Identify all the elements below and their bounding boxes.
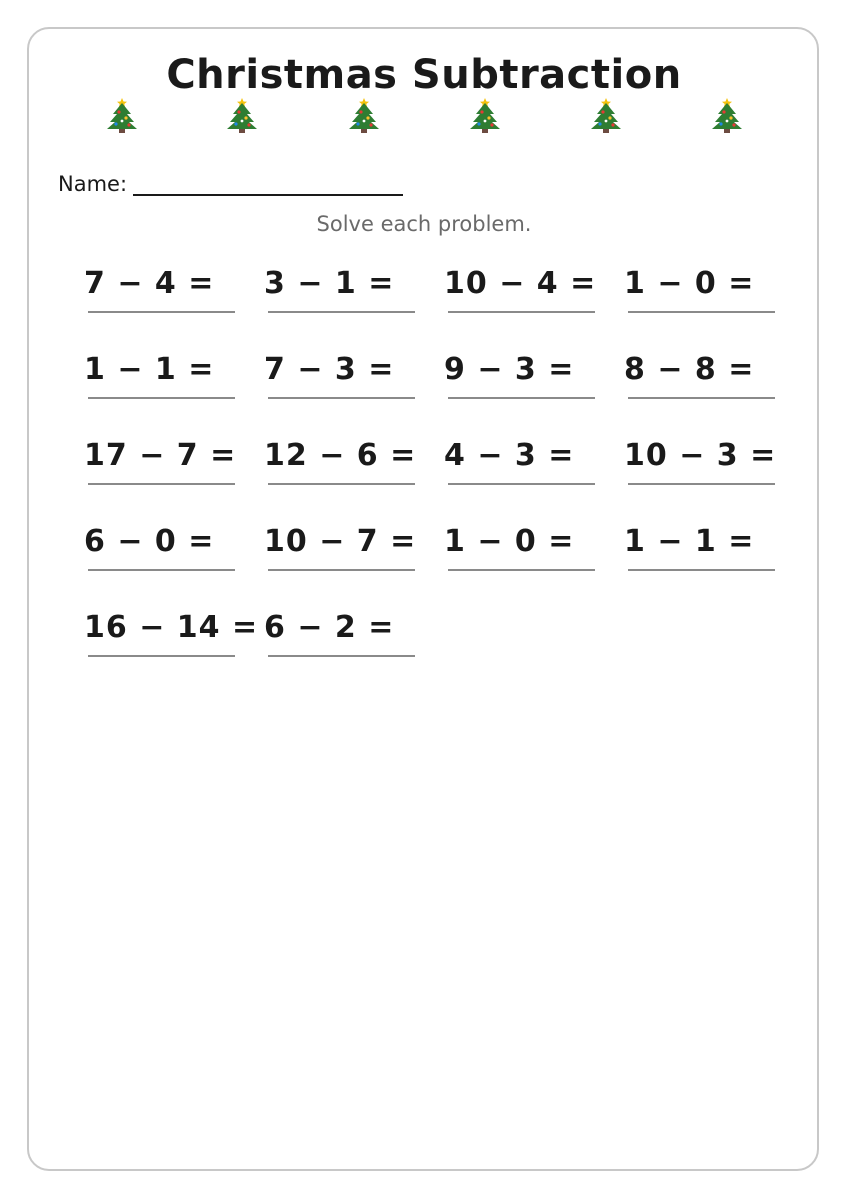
answer-line[interactable]: [268, 483, 415, 485]
subtraction-problem: [264, 438, 444, 524]
subtraction-problem: [84, 524, 264, 610]
problem-expression: 17 − 7 =: [84, 438, 237, 473]
christmas-tree-icon: [465, 94, 505, 134]
name-field[interactable]: [58, 172, 403, 196]
answer-line[interactable]: [268, 569, 415, 571]
answer-line[interactable]: [88, 397, 235, 399]
problem-expression: 7 − 3 =: [264, 352, 395, 387]
subtraction-problem: [84, 610, 264, 696]
answer-line[interactable]: [88, 655, 235, 657]
subtraction-problem: [84, 438, 264, 524]
subtraction-problem: [84, 266, 264, 352]
subtraction-problem: [264, 524, 444, 610]
problem-expression: 6 − 2 =: [264, 610, 395, 645]
christmas-tree-icon: [707, 94, 747, 134]
answer-line[interactable]: [268, 397, 415, 399]
worksheet-title: Christmas Subtraction: [166, 52, 682, 98]
problem-expression: 7 − 4 =: [84, 266, 215, 301]
answer-line[interactable]: [628, 311, 775, 313]
answer-line[interactable]: [268, 655, 415, 657]
subtraction-problem: [624, 266, 804, 352]
problem-expression: 10 − 3 =: [624, 438, 777, 473]
problem-expression: 12 − 6 =: [264, 438, 417, 473]
answer-line[interactable]: [448, 483, 595, 485]
answer-line[interactable]: [88, 483, 235, 485]
answer-line[interactable]: [628, 483, 775, 485]
answer-line[interactable]: [268, 311, 415, 313]
subtraction-problem: [84, 352, 264, 438]
problem-expression: 4 − 3 =: [444, 438, 575, 473]
christmas-tree-icon: [222, 94, 262, 134]
problem-expression: 9 − 3 =: [444, 352, 575, 387]
christmas-tree-icon: [586, 94, 626, 134]
answer-line[interactable]: [448, 311, 595, 313]
answer-line[interactable]: [88, 569, 235, 571]
subtraction-problem: [444, 438, 624, 524]
problem-expression: 10 − 7 =: [264, 524, 417, 559]
instructions-text: Solve each problem.: [316, 212, 532, 236]
answer-line[interactable]: [628, 569, 775, 571]
answer-line[interactable]: [628, 397, 775, 399]
name-blank-line[interactable]: [133, 172, 403, 196]
problem-expression: 1 − 1 =: [624, 524, 755, 559]
problem-expression: 3 − 1 =: [264, 266, 395, 301]
problem-expression: 8 − 8 =: [624, 352, 755, 387]
problem-expression: 1 − 0 =: [624, 266, 755, 301]
name-label: Name:: [58, 172, 128, 196]
subtraction-problem: [624, 352, 804, 438]
problem-expression: 1 − 0 =: [444, 524, 575, 559]
problem-expression: 16 − 14 =: [84, 610, 259, 645]
subtraction-problem: [264, 266, 444, 352]
subtraction-problem: [624, 438, 804, 524]
subtraction-problem: [444, 266, 624, 352]
answer-line[interactable]: [88, 311, 235, 313]
subtraction-problem: [444, 352, 624, 438]
problem-expression: 6 − 0 =: [84, 524, 215, 559]
subtraction-problem: [264, 352, 444, 438]
problem-grid: [84, 266, 784, 696]
subtraction-problem: [624, 524, 804, 610]
subtraction-problem: [264, 610, 444, 696]
subtraction-problem: [444, 524, 624, 610]
christmas-tree-icon: [102, 94, 142, 134]
answer-line[interactable]: [448, 397, 595, 399]
christmas-tree-icon: [344, 94, 384, 134]
problem-expression: 1 − 1 =: [84, 352, 215, 387]
answer-line[interactable]: [448, 569, 595, 571]
problem-expression: 10 − 4 =: [444, 266, 597, 301]
